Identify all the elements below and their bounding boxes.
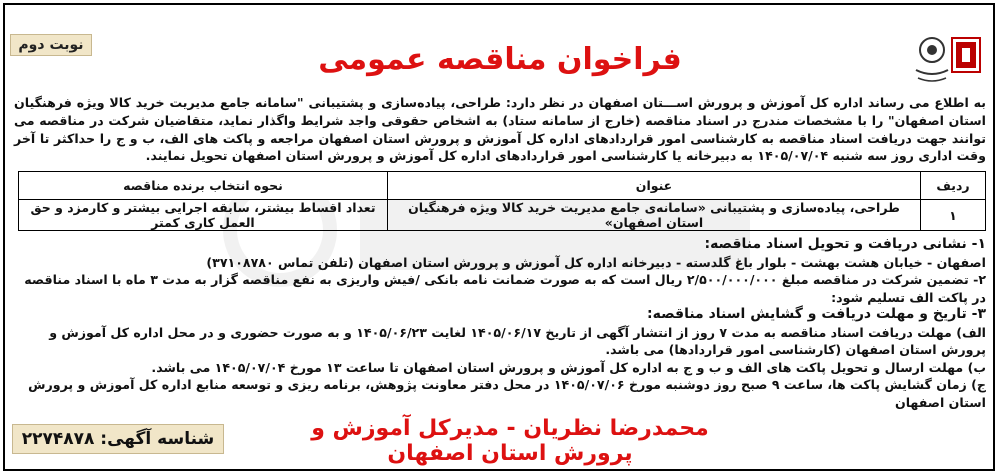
signature: محمدرضا نظریان - مدیرکل آموزش و پرورش استان اصفهان	[311, 416, 709, 466]
ministry-logo	[910, 26, 988, 96]
section-dates	[14, 306, 986, 411]
table-row	[19, 200, 986, 231]
notice-code: شناسه آگهی: ۲۲۷۴۸۷۸	[12, 424, 224, 454]
cell-title: طراحی، پیاده‌سازی و پشتیبانی «سامانه‌ی جامع مدیریت خرید کالا ویژه فرهنگیان استان اصفهان»	[388, 200, 921, 231]
tender-table	[18, 171, 986, 231]
header-title: عنوان	[388, 172, 921, 200]
guarantee-line: ۲- تضمین شرکت در مناقصه مبلغ ۲/۵۰۰/۰۰۰/۰۰۰ ریال است که به صورت ضمانت نامه بانکی /فیش واریزی به نفع مناقصه گزار به مدت ۳ ماه با اسناد مناقصه در پاکت الف تسلیم شود:	[24, 272, 986, 305]
date-b: ب) مهلت ارسال و تحویل پاکت های الف و ب و ج به اداره کل آموزش و پرورش استان اصفهان تا ساعت ۱۳ مورخ ۱۴۰۵/۰۷/۰۴ می باشد.	[151, 359, 986, 375]
section3-heading: ۳- تاریخ و مهلت دریافت و گشایش اسناد مناقصه:	[647, 306, 986, 322]
section1-heading: ۱- نشانی دریافت و تحویل اسناد مناقصه:	[704, 236, 986, 252]
intro-paragraph: به اطلاع می رساند اداره کل آموزش و پرورش اســـتان اصفهان در نظر دارد: طراحی، پیاده‌سازی و پشتیبانی "سامانه جامع مدیریت خرید کالا ویژه فرهنگیان استان اصفهان" را با مشخصات مندرج در اسناد مناقصه (خارج از سامانه ستاد) به اشخاص حقوقی واجد شرایط واگذار نماید، متقاضیان شرکت در مناقصه می توانند جهت دریافت اسناد مناقصه به کارشناسی امور قراردادهای اداره کل آموزش و پرورش استان اصفهان مراجعه و پاکت های الف، ب و ج را حداکثر تا آخر وقت اداری روز سه شنبه ۱۴۰۵/۰۷/۰۴ به دبیرخانه یا کارشناسی امور قراردادهای اداره کل آموزش و پرورش استان اصفهان تحویل نمایند.	[14, 95, 986, 164]
header-selection: نحوه انتخاب برنده مناقصه	[19, 172, 388, 200]
section-address	[14, 236, 986, 306]
address-line: اصفهان - خیابان هشت بهشت - بلوار باغ گلدسته - دبیرخانه اداره کل آموزش و پرورش استان اصفهان (تلفن تماس ۳۷۱۰۸۷۸۰)	[206, 254, 986, 270]
notice-title: فراخوان مناقصه عمومی	[318, 42, 682, 77]
cell-selection: تعداد اقساط بیشتر، سابقه اجرایی بیشتر و کارمزد و حق العمل کاری کمتر	[19, 200, 388, 231]
date-a: الف) مهلت دریافت اسناد مناقصه به مدت ۷ روز از انتشار آگهی از تاریخ ۱۴۰۵/۰۶/۱۷ لغایت ۱۴۰۵/۰۶/۲۳ و به صورت حضوری و در محل اداره کل آموزش و پرورش استان اصفهان (کارشناسی امور قراردادها) می باشد.	[49, 324, 986, 357]
round-badge: نوبت دوم	[10, 34, 92, 56]
cell-index: ۱	[921, 200, 986, 231]
date-c: ج) زمان گشایش پاکت ها، ساعت ۹ صبح روز دوشنبه مورخ ۱۴۰۵/۰۷/۰۶ در محل دفتر معاونت پژوهش، برنامه ریزی و توسعه منابع اداره کل آموزش و پرورش استان اصفهان	[28, 377, 986, 410]
header-row-index: ردیف	[921, 172, 986, 200]
